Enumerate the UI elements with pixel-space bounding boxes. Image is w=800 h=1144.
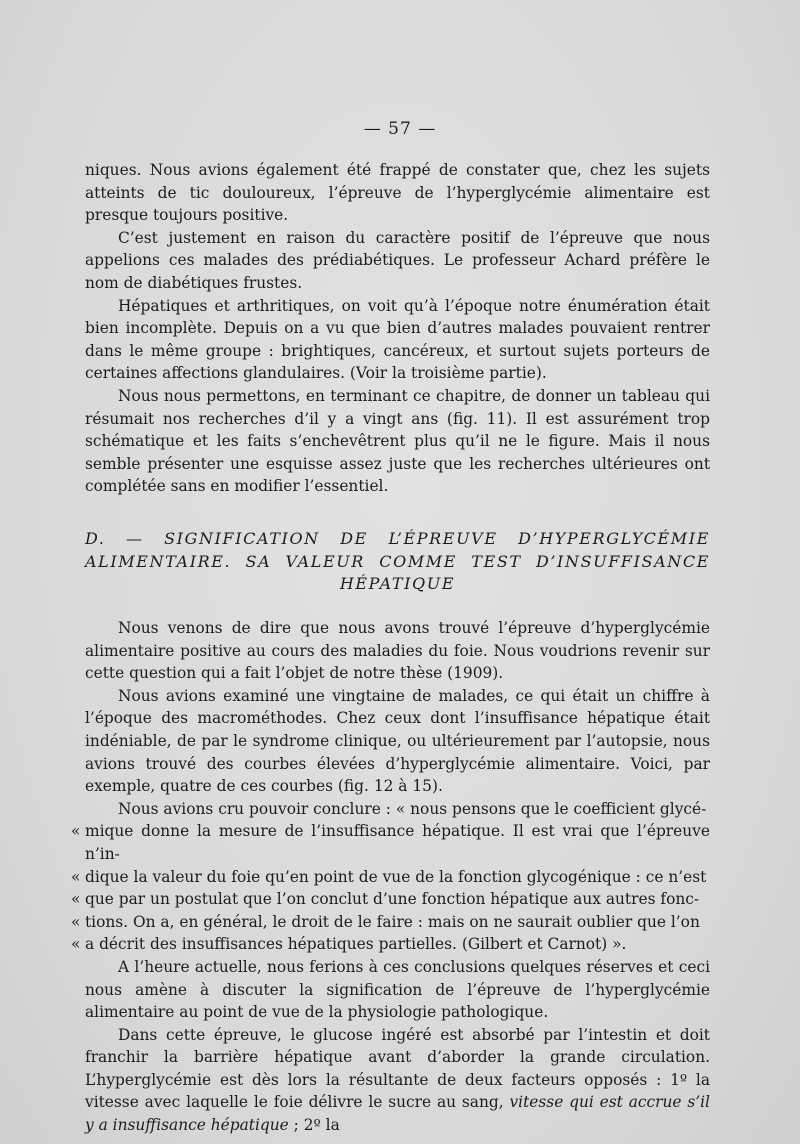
quote-mark: « [71,890,81,909]
quote-line: « mique donne la mesure de l’insuffisance hépatique. Il est vrai que l’épreuve n’in- [71,822,710,863]
paragraph-glucose: Dans cette épreuve, le glucose ingéré est absorbé par l’intestin et doit franchir la barrière hépatique avant d’aborder la grande circulation. L’hyperglycémie est dès lors la résultante de deux facteurs opposés : 1º la vitesse avec laquelle le foie délivre le sucre au sang, vitesse qui est accrue s’il y a insuffisance hépatique ; 2º la [85,1025,710,1135]
quote-line: « a décrit des insuffisances hépatiques partielles. (Gilbert et Carnot) ». [85,933,710,956]
paragraph-hepatiques: Hépatiques et arthritiques, on voit qu’à l’époque notre énumération était bien incomplète. Depuis on a vu que bien d’autres malades pouvaient rentrer dans le même groupe : brightiques, cancéreux, et surtout sujets porteurs de certaines affections glandulaires. (Voir la troisième partie). [85,296,710,383]
paragraph-tableau: Nous nous permettons, en terminant ce chapitre, de donner un tableau qui résumait nos recherches d’il y a vingt ans (fig. 11). Il est assurément trop schématique et les faits s’enchevêtrent plus qu’il ne le figure. Mais il nous semble présenter une esquisse assez juste que les recherches ultérieures ont complétée sans en modifier l’essentiel. [85,386,710,496]
italic-phrase: vitesse qui est accrue s’il y a insuffisance hépatique [85,1093,710,1135]
paragraph-vingtaine-malades: Nous avions examiné une vingtaine de malades, ce qui était un chiffre à l’époque des macrométhodes. Chez ceux dont l’insuffisance hépatique était indéniable, de par le syndrome clinique, ou ultérieurement par l’autopsie, nous avions trouvé des courbes élevées d’hyperglycémie alimentaire. Voici, par exemple, quatre de ces courbes (fig. 12 à 15). [85,686,710,796]
heading-line-3: HÉPATIQUE [339,574,456,593]
quote-line: « que par un postulat que l’on conclut d’une fonction hépatique aux autres fonc- [85,888,710,911]
quotation [71,820,710,956]
quote-mark: « [71,912,81,931]
paragraph-continuation: niques. Nous avions également été frappé de constater que, chez les sujets atteints de tic douloureux, l’épreuve de l’hyperglycémie alimentaire est presque toujours positive. [85,161,710,225]
paragraph-reserves: A l’heure actuelle, nous ferions à ces conclusions quelques réserves et ceci nous amène à discuter la signification de l’épreuve de l’hyperglycémie alimentaire au point de vue de la physiologie pathologique. [85,957,710,1022]
text-block-bottom [71,617,710,1137]
heading-line-2: ALIMENTAIRE. SA VALEUR COMME TEST D’INSUFFISANCE [85,551,710,571]
quote-mark: « [71,822,81,841]
section-heading [85,528,710,596]
heading-line-1: D. — SIGNIFICATION DE L’ÉPREUVE D’HYPERGLYCÉMIE [85,529,710,548]
paragraph-maladies-du-foie: Nous venons de dire que nous avons trouvé l’épreuve d’hyperglycémie alimentaire positive au cours des maladies du foie. Nous voudrions revenir sur cette question qui a fait l’objet de notre thèse (1909). [85,619,710,683]
quote-mark: « [71,867,81,886]
quote-mark: « [71,935,81,954]
paragraph-conclusion-lead: Nous avions cru pouvoir conclure : « nous pensons que le coefficient glycé- [118,799,707,818]
page-number: — 57 — [363,119,437,139]
paragraph-prediabetiques: C’est justement en raison du caractère positif de l’épreuve que nous appelions ces malades des prédiabétiques. Le professeur Achard préfère le nom de diabétiques frustes. [85,228,710,292]
quote-line: « dique la valeur du foie qu’en point de vue de la fonction glycogénique : ce n’est [85,866,710,889]
text-block-top [85,159,710,498]
quote-line: « tions. On a, en général, le droit de le faire : mais on ne saurait oublier que l’on [85,911,710,934]
